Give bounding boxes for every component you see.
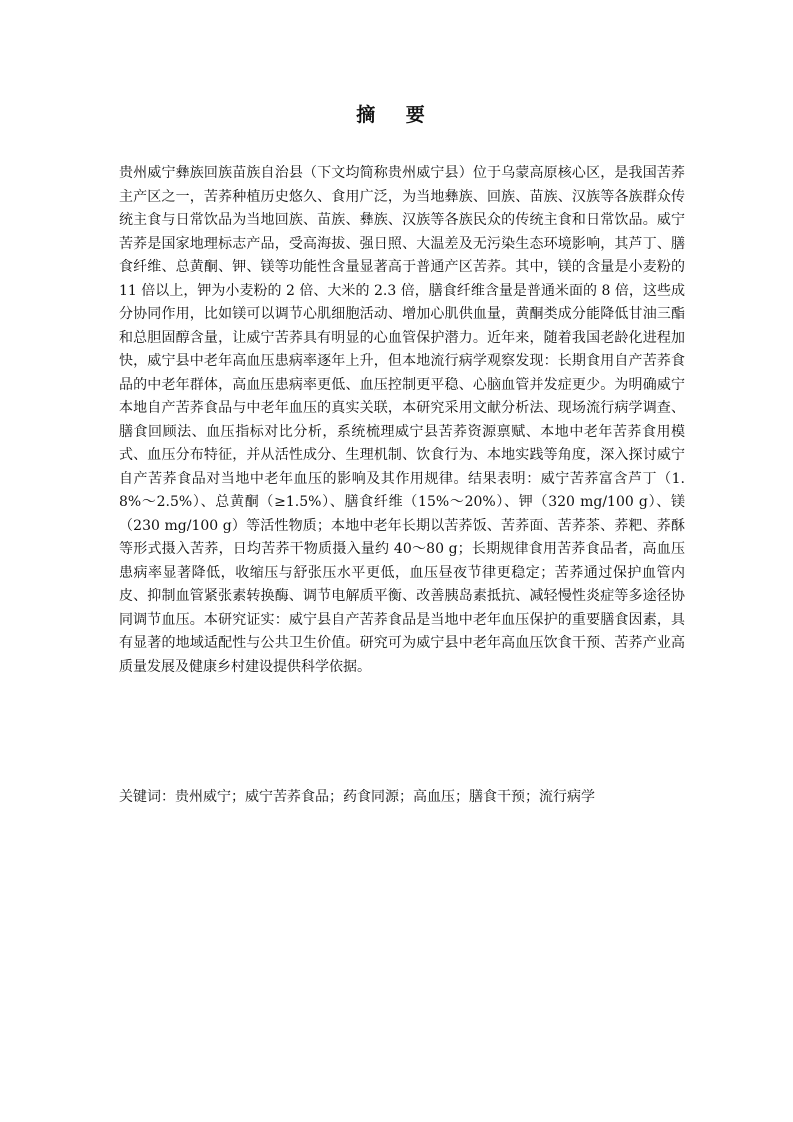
keywords-line: 关键词：贵州威宁；威宁苦荞食品；药食同源；高血压；膳食干预；流行病学 — [119, 789, 595, 805]
page-title: 摘 要 — [356, 104, 437, 126]
abstract-body: 贵州威宁彝族回族苗族自治县（下文均简称贵州威宁县）位于乌蒙高原核心区，是我国苦荞主产区之一，苦荞种植历史悠久、食用广泛，为当地彝族、回族、苗族、汉族等各族群众传统主食与日常饮品为当地回族、苗族、彝族、汉族等各族民众的传统主食和日常饮品。威宁苦荞是国家地理标志产品，受高海拔、强日照、大温差及无污染生态环境影响，其芦丁、膳食纤维、总黄酮、钾、镁等功能性含量显著高于普通产区苦荞。其中，镁的含量是小麦粉的 11 倍以上，钾为小麦粉的 2 倍、大米的 2.3 倍，膳食纤维含量是普通米面的 8 倍，这些成分协同作用，比如镁可以调节心肌细胞活动、增加心肌供血量，黄酮类成分能降低甘油三酯和总胆固醇含量，让威宁苦荞具有明显的心血管保护潜力。近年来，随着我国老龄化进程加快，威宁县中老年高血压患病率逐年上升，但本地流行病学观察发现：长期食用自产苦荞食品的中老年群体，高血压患病率更低、血压控制更平稳、心脑血管并发症更少。为明确威宁本地自产苦荞食品与中老年血压的真实关联，本研究采用文献分析法、现场流行病学调查、膳食回顾法、血压指标对比分析，系统梳理威宁县苦荞资源禀赋、本地中老年苦荞食用模式、血压分布特征，并从活性成分、生理机制、饮食行为、本地实践等角度，深入探讨威宁自产苦荞食品对当地中老年血压的影响及其作用规律。结果表明：威宁苦荞富含芦丁（1.8%～2.5%）、总黄酮（≥1.5%）、膳食纤维（15%～20%）、钾（320 mg/100 g）、镁（230 mg/100 g）等活性物质；本地中老年长期以苦荞饭、苦荞面、苦荞茶、荞粑、荞酥等形式摄入苦荞，日均苦荞干物质摄入量约 40～80 g；长期规律食用苦荞食品者，高血压患病率显著降低，收缩压与舒张压水平更低，血压昼夜节律更稳定；苦荞通过保护血管内皮、抑制血管紧张素转换酶、调节电解质平衡、改善胰岛素抵抗、减轻慢性炎症等多途径协同调节血压。本研究证实：威宁县自产苦荞食品是当地中老年血压保护的重要膳食因素，具有显著的地域适配性与公共卫生价值。研究可为威宁县中老年高血压饮食干预、苦荞产业高质量发展及健康乡村建设提供科学依据。 — [119, 165, 685, 675]
